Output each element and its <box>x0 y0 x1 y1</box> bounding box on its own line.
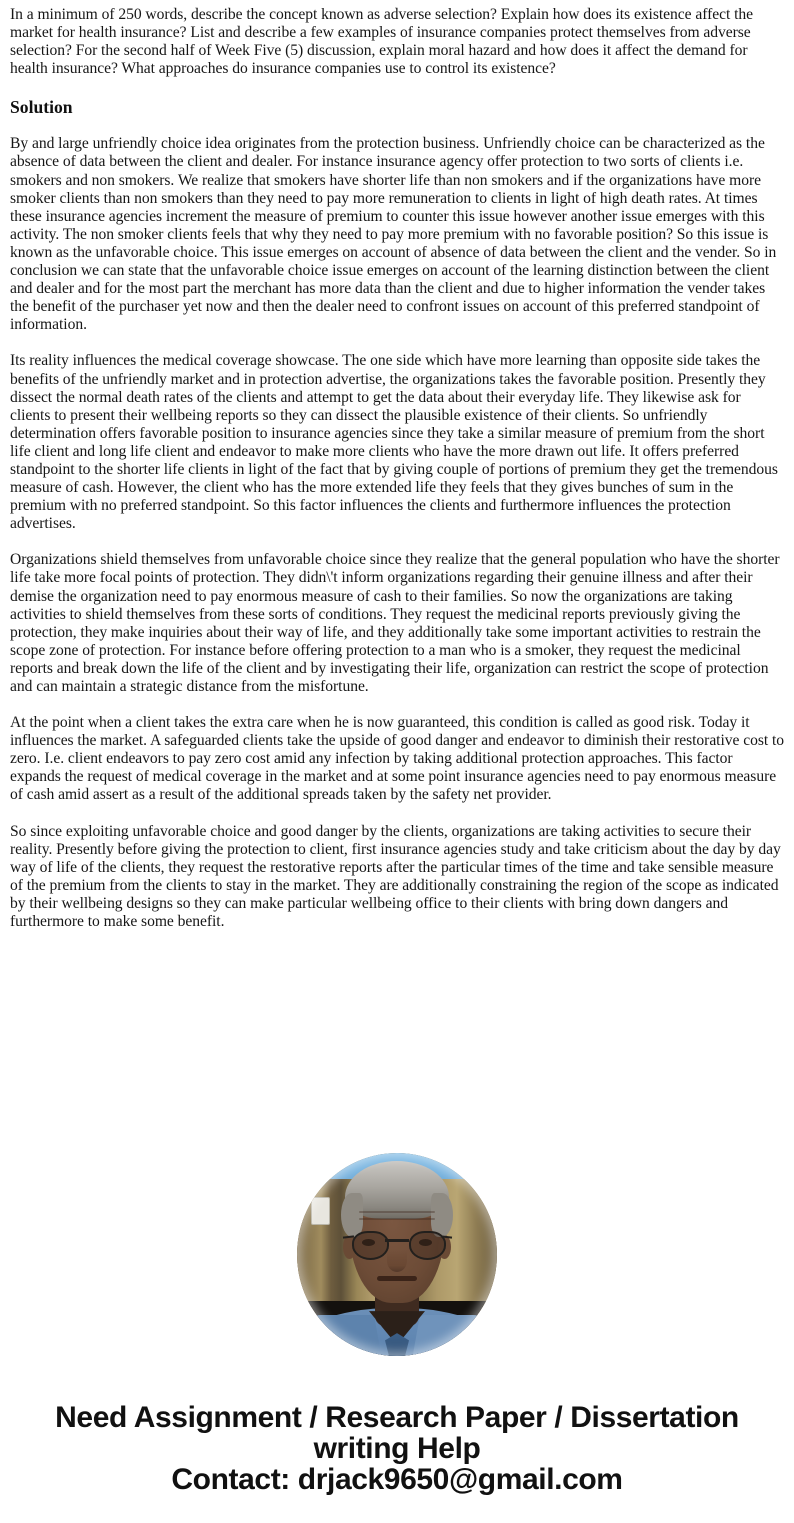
portrait-shirt-right <box>410 1315 496 1356</box>
portrait-forehead-line-1 <box>359 1211 435 1213</box>
portrait-nose <box>387 1250 407 1272</box>
footer-line-2: writing Help <box>313 1432 481 1466</box>
solution-heading: Solution <box>10 97 73 118</box>
portrait-forehead-line-2 <box>359 1218 435 1220</box>
footer-line-1: Need Assignment / Research Paper / Dissertation <box>55 1401 739 1435</box>
solution-paragraph-5: So since exploiting unfavorable choice and good danger by the clients, organizations are taking activities to secure their reality. Presently before giving the protection to client, first insurance agencies study and take criticism about the day by day way of life of the clients, they request the restorative reports after the particular times of the time and take sensible measure of the premium from the clients to stay in the market. They are additionally constraining the region of the scope as indicated by their wellbeing designs so they can make particular wellbeing office to their clients with bring down dangers and furthermore to make some benefit. <box>10 822 781 931</box>
solution-paragraph-4: At the point when a client takes the extra care when he is now guaranteed, this condition is called as good risk. Today it influences the market. A safeguarded clients take the upside of good danger and endeavor to diminish their restorative cost to zero. I.e. client endeavors to pay zero cost amid any infection by taking additional protection approaches. This factor expands the request of medical coverage in the market and at some point insurance agencies need to pay enormous measure of cash amid assert as a result of the additional spreads taken by the safety net provider. <box>10 714 785 804</box>
portrait-container <box>10 1153 784 1356</box>
portrait-shirt-left <box>298 1315 384 1356</box>
glasses-bridge-icon <box>385 1239 409 1241</box>
portrait-wall-switch <box>311 1197 330 1225</box>
portrait-mouth <box>377 1276 417 1281</box>
avatar <box>297 1153 497 1356</box>
solution-paragraph-3: Organizations shield themselves from unfavorable choice since they realize that the general population who have the shorter life take more focal points of protection. They didn\'t inform organizations regarding their genuine illness and after their demise the organization need to pay enormous measure of cash to their families. So now the organizations are taking activities to shield themselves from these sorts of conditions. They request the medicinal reports previously giving the protection, they make inquiries about their way of life, and they additionally take some important activities to restrain the scope zone of protection. For instance before offering protection to a man who is a smoker, they request the medicinal reports and break down the life of the client and by investigating their life, organization can restrict the scope of protection and can maintain a strategic distance from the misfortune. <box>10 551 780 695</box>
footer-contact-block <box>10 1402 784 1495</box>
solution-paragraph-2: Its reality influences the medical coverage showcase. The one side which have more learning than opposite side takes the benefits of the unfriendly market and in protection advertise, the organizations takes the favorable position. Presently they dissect the normal death rates of the clients and attempt to get the data about their everyday life. They likewise ask for clients to present their wellbeing reports so they can dissect the plausible existence of their clients. So unfriendly determination offers favorable position to insurance agencies since they take a similar measure of premium from the short life client and long life client and endeavor to make more clients who have the more drawn out life. It offers preferred standpoint to the shorter life clients in light of the fact that by giving couple of portions of premium they get the tremendous measure of cash. However, the client who has the more extended life they feels that they gives bunches of sum in the premium with no preferred standpoint. So this factor influences the clients and furthermore influences the protection advertises. <box>10 352 778 533</box>
portrait-hair-left <box>341 1193 363 1237</box>
solution-paragraph-1: By and large unfriendly choice idea originates from the protection business. Unfriendly choice can be characterized as the absence of data between the client and dealer. For instance insurance agency offer protection to two sorts of clients i.e. smokers and non smokers. We realize that smokers have shorter life than non smokers and if the organizations have more smoker clients than non smokers than they need to pay more remuneration to clients in light of high death rates. At times these insurance agencies increment the measure of premium to counter this issue however another issue emerges with this activity. The non smoker clients feels that why they need to pay more premium with no favorable position? So this issue is known as the unfavorable choice. This issue emerges on account of absence of data between the client and the vender. So in conclusion we can state that the unfavorable choice issue emerges on account of the learning distinction between the client and dealer and for the most part the merchant has more data than the client and due to higher information the vender takes the benefit of the purchaser yet now and then the dealer need to confront issues on account of this preferred standpoint of information. <box>10 135 777 334</box>
glasses-icon <box>352 1231 389 1260</box>
footer-line-3: Contact: drjack9650@gmail.com <box>171 1463 623 1497</box>
assignment-prompt: In a minimum of 250 words, describe the concept known as adverse selection? Explain how does its existence affect the market for health insurance? List and describe a few examples of insurance companies protect themselves from adverse selection? For the second half of Week Five (5) discussion, explain moral hazard and how does it affect the demand for health insurance? What approaches do insurance companies use to control its existence? <box>10 6 754 78</box>
